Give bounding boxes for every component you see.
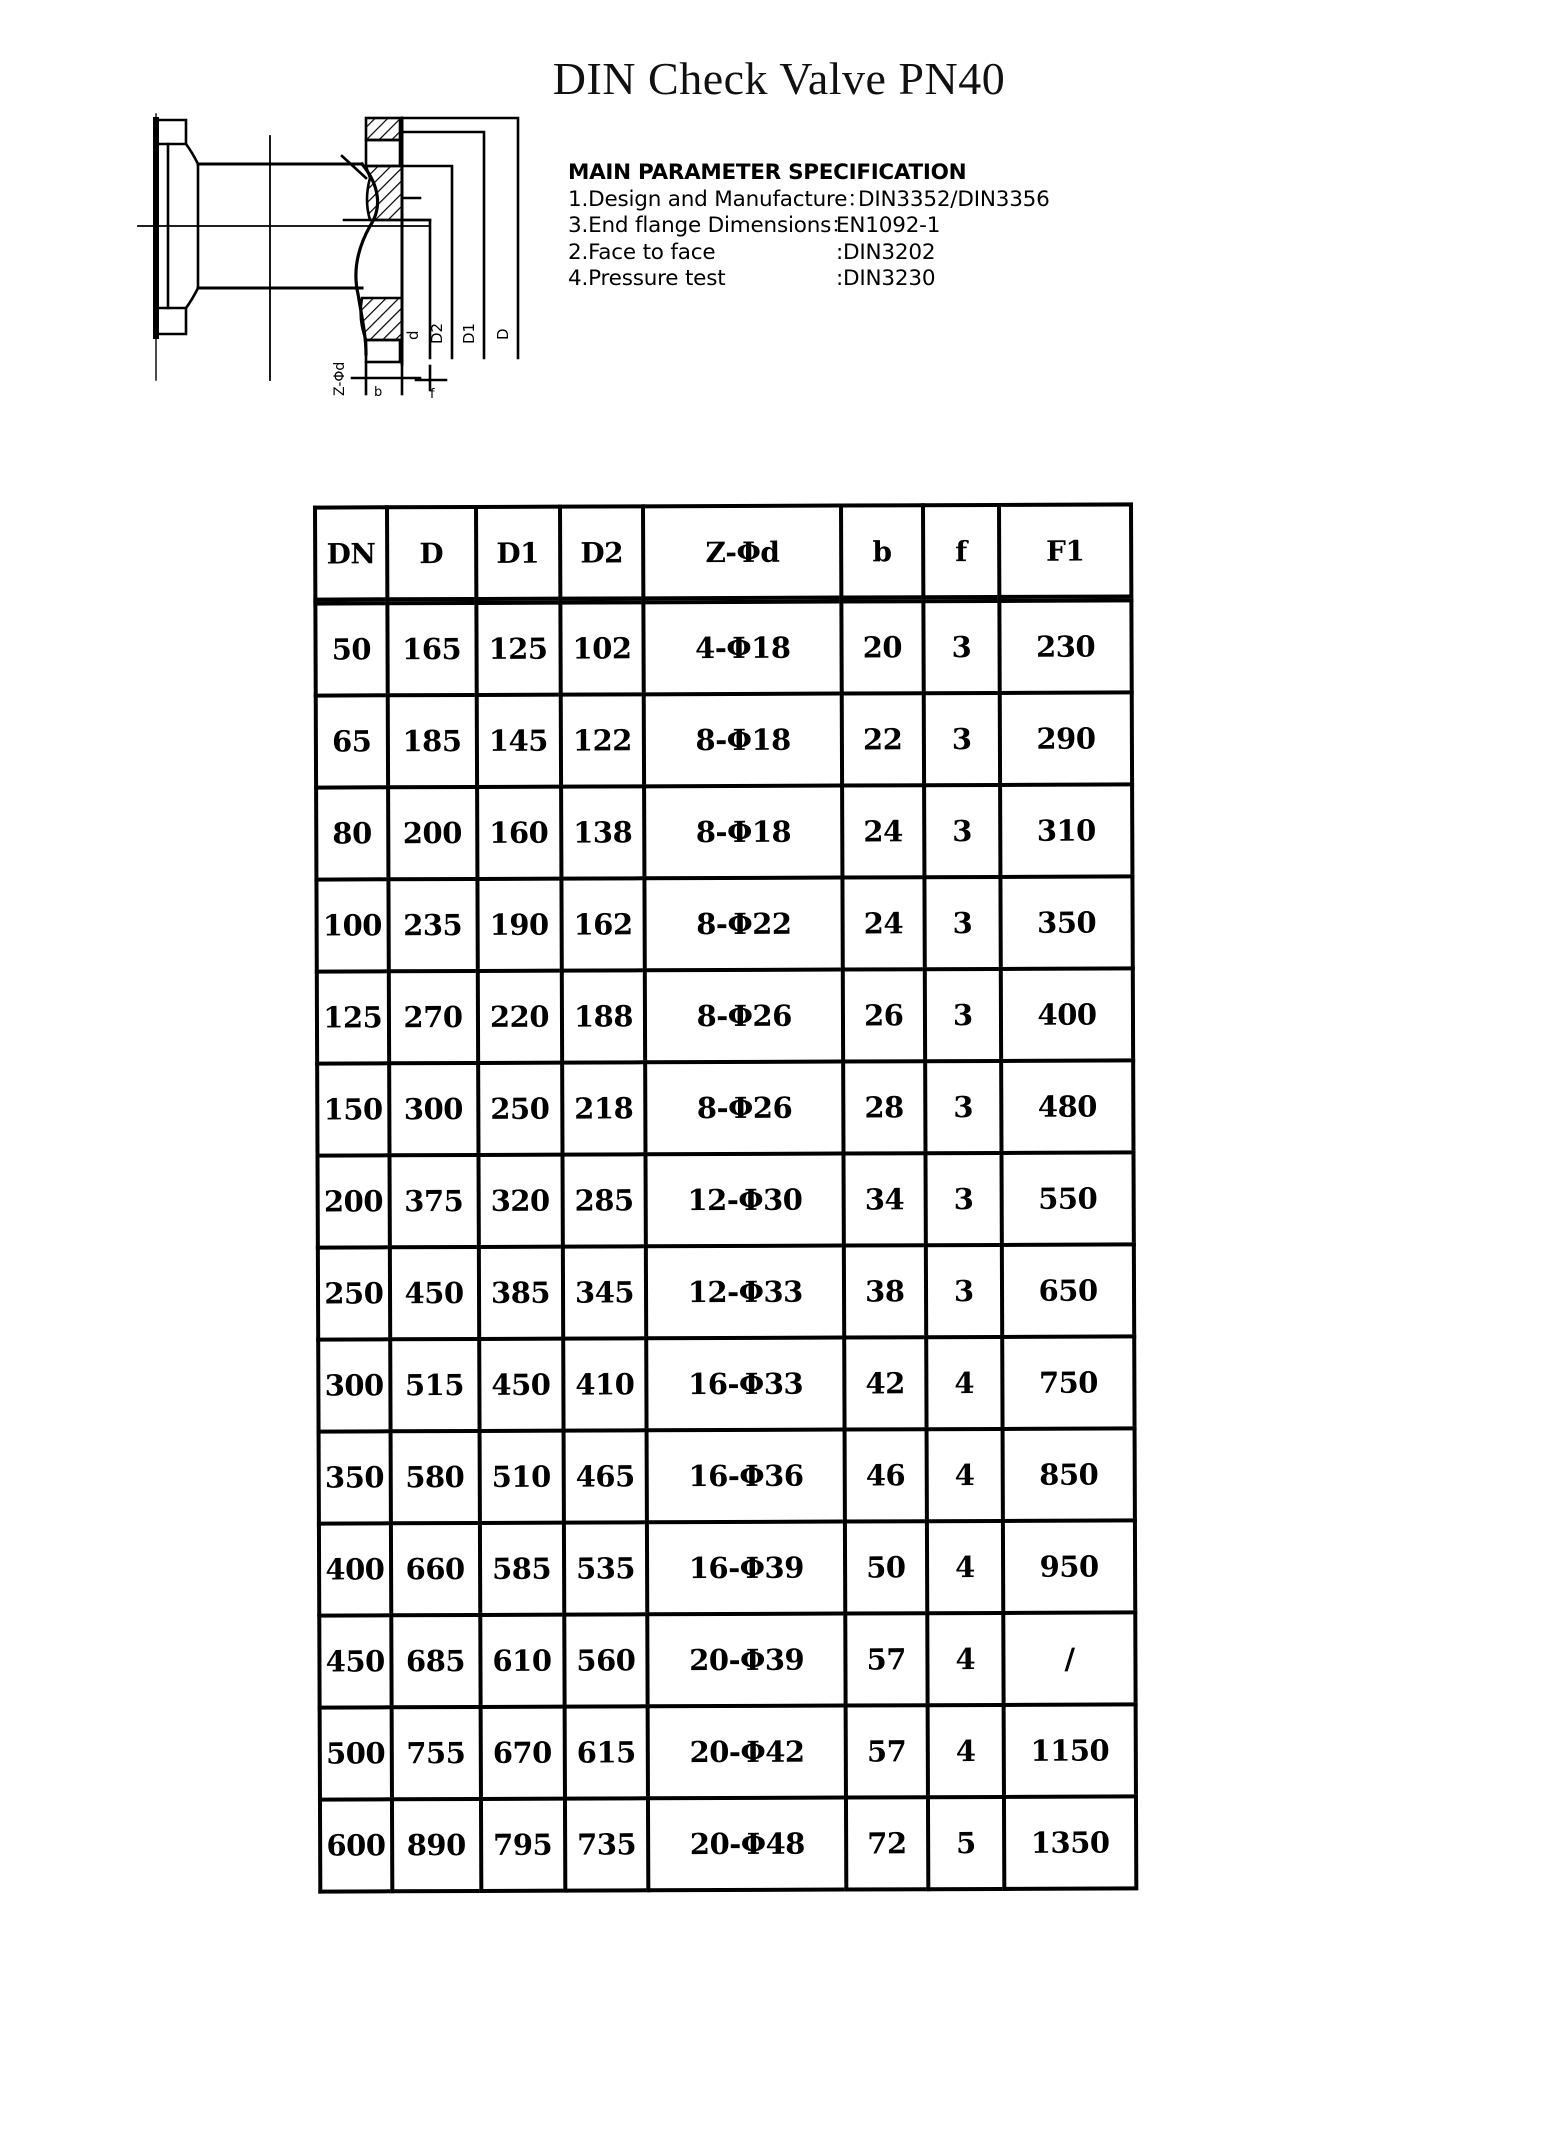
table-row — [314, 782, 1134, 877]
table-cell-d1: 670 — [478, 1705, 562, 1797]
table-row — [314, 874, 1134, 969]
spec-item-design-and-manufacture — [568, 187, 1088, 214]
table-cell-d1: 145 — [474, 693, 558, 785]
dim-label-d2: D2 — [428, 322, 446, 344]
table-cell-d1: 320 — [476, 1153, 560, 1245]
table-row — [315, 1058, 1135, 1153]
table-cell-d1: 450 — [477, 1337, 561, 1429]
table-cell-b: 28 — [841, 1059, 923, 1151]
table-row — [318, 1794, 1138, 1893]
table-row — [317, 1426, 1137, 1521]
dim-label-f: f — [430, 387, 435, 398]
table-cell-dn: 350 — [317, 1429, 389, 1521]
table-cell-b: 34 — [842, 1151, 924, 1243]
table-cell-f1: 230 — [997, 598, 1133, 691]
table-cell-f: 3 — [923, 1151, 1000, 1243]
table-cell-f: 3 — [923, 1059, 1000, 1151]
table-cell-d1: 795 — [478, 1797, 562, 1893]
table-cell-z-d: 4-Φ18 — [642, 600, 840, 693]
table-cell-d2: 410 — [561, 1336, 645, 1428]
table-cell-z-d: 12-Φ30 — [644, 1152, 842, 1245]
table-cell-d: 515 — [388, 1337, 477, 1429]
dim-label-b: b — [374, 385, 383, 398]
table-cell-dn: 600 — [318, 1797, 390, 1893]
table-cell-d2: 218 — [560, 1060, 644, 1152]
table-cell-z-d: 8-Φ26 — [644, 1060, 842, 1153]
table-cell-f1: 850 — [1001, 1426, 1137, 1519]
table-cell-dn: 200 — [315, 1153, 387, 1245]
table-cell-d2: 285 — [560, 1152, 644, 1244]
table-cell-d1: 190 — [475, 877, 559, 969]
table-cell-b: 50 — [843, 1519, 925, 1611]
table-header-cell-dn: DN — [313, 505, 385, 601]
table-header-cell-d2: D2 — [558, 504, 642, 600]
table-header-cell-f: f — [921, 503, 998, 599]
table-cell-d1: 385 — [476, 1245, 560, 1337]
table-cell-d1: 220 — [475, 969, 559, 1061]
table-cell-d: 450 — [387, 1245, 476, 1337]
dim-label-d1: D1 — [460, 322, 478, 344]
spec-item-end-flange-dimensions — [568, 213, 1088, 240]
main-parameter-specification — [568, 160, 1088, 293]
table-cell-f: 3 — [921, 691, 998, 783]
table-cell-f: 4 — [924, 1519, 1001, 1611]
table-cell-z-d: 16-Φ39 — [645, 1520, 843, 1613]
spec-item-value: :DIN3202 — [836, 239, 936, 265]
dim-label-zphid: Z-Φd — [332, 361, 348, 396]
table-cell-z-d: 20-Φ39 — [646, 1612, 844, 1705]
table-cell-d: 685 — [389, 1613, 478, 1705]
table-cell-f1: 1350 — [1002, 1794, 1138, 1891]
table-cell-f1: 750 — [1000, 1334, 1136, 1427]
dim-label-D: D — [494, 328, 512, 340]
table-cell-dn: 300 — [316, 1337, 388, 1429]
table-row — [318, 1702, 1138, 1797]
table-header-cell-d: D — [385, 505, 474, 601]
dim-label-d: d — [404, 330, 422, 340]
table-row — [315, 966, 1135, 1061]
spec-item-value: EN1092-1 — [836, 213, 941, 238]
table-header-cell-z-d: Z-Φd — [641, 504, 839, 601]
table-cell-f1: 350 — [999, 874, 1135, 967]
table-cell-d2: 188 — [559, 968, 643, 1060]
table-cell-b: 38 — [842, 1243, 924, 1335]
table-cell-b: 57 — [844, 1703, 926, 1795]
table-cell-z-d: 20-Φ42 — [646, 1704, 844, 1797]
table-header-row — [313, 502, 1133, 601]
table-cell-d: 890 — [390, 1797, 479, 1893]
table-cell-d: 165 — [385, 601, 474, 693]
table-cell-b: 72 — [844, 1795, 926, 1891]
spec-item-face-to-face — [568, 240, 1088, 267]
table-cell-dn: 150 — [315, 1061, 387, 1153]
table-cell-dn: 50 — [313, 601, 385, 693]
table-cell-d2: 162 — [559, 876, 643, 968]
spec-heading: MAIN PARAMETER SPECIFICATION — [568, 160, 967, 185]
spec-item-value: :DIN3230 — [836, 266, 936, 291]
spec-item-label: 4.Pressure test — [568, 266, 726, 291]
table-cell-z-d: 8-Φ18 — [643, 784, 841, 877]
table-cell-z-d: 8-Φ26 — [643, 968, 841, 1061]
table-cell-d: 580 — [388, 1429, 477, 1521]
table-cell-dn: 500 — [318, 1705, 390, 1797]
table-cell-d: 270 — [386, 969, 475, 1061]
spec-item-label: 2.Face to face — [568, 239, 716, 265]
table-cell-d2: 465 — [561, 1428, 645, 1520]
table-cell-b: 24 — [840, 875, 922, 967]
spec-item-label: 3.End flange Dimensions： — [568, 213, 853, 238]
table-cell-b: 22 — [840, 691, 922, 783]
table-cell-f1: 950 — [1001, 1518, 1137, 1611]
table-cell-dn: 450 — [317, 1613, 389, 1705]
table-cell-f: 4 — [925, 1703, 1002, 1795]
table-cell-f: 3 — [922, 875, 999, 967]
table-header-cell-f1: F1 — [997, 502, 1133, 599]
table-cell-d1: 610 — [478, 1613, 562, 1705]
table-cell-dn: 65 — [314, 693, 386, 785]
table-cell-d2: 535 — [561, 1520, 645, 1612]
spec-item-value: DIN3352/DIN3356 — [858, 186, 1050, 212]
table-cell-f1: 480 — [999, 1058, 1135, 1151]
table-cell-dn: 80 — [314, 785, 386, 877]
table-cell-d2: 122 — [558, 692, 642, 784]
table-row — [316, 1334, 1136, 1429]
table-cell-f: 3 — [922, 967, 999, 1059]
table-cell-f: 3 — [922, 783, 999, 875]
table-cell-f: 5 — [926, 1795, 1003, 1891]
spec-item-label: 1.Design and Manufacture： — [568, 186, 869, 212]
table-row — [315, 1150, 1135, 1245]
table-cell-dn: 100 — [314, 877, 386, 969]
table-cell-b: 20 — [839, 599, 921, 691]
table-cell-z-d: 20-Φ48 — [646, 1796, 844, 1893]
table-cell-f1: 550 — [1000, 1150, 1136, 1243]
table-cell-f1: 650 — [1000, 1242, 1136, 1335]
table-cell-d2: 102 — [558, 600, 642, 692]
table-cell-b: 57 — [843, 1611, 925, 1703]
table-cell-d: 185 — [385, 693, 474, 785]
table-header-cell-d1: D1 — [474, 505, 558, 601]
table-cell-f1: 1150 — [1002, 1702, 1138, 1795]
table-row — [317, 1518, 1137, 1613]
table-cell-f: 4 — [924, 1335, 1001, 1427]
table-cell-b: 24 — [840, 783, 922, 875]
flange-dimension-table-container — [313, 502, 1138, 1893]
table-cell-f: 4 — [924, 1427, 1001, 1519]
table-row — [316, 1242, 1136, 1337]
table-cell-d: 200 — [386, 785, 475, 877]
table-row — [317, 1610, 1137, 1705]
table-row — [314, 690, 1134, 785]
table-cell-d1: 250 — [476, 1061, 560, 1153]
table-header-cell-b: b — [839, 503, 921, 599]
table-cell-f: 4 — [925, 1611, 1002, 1703]
table-cell-f1: 400 — [999, 966, 1135, 1059]
table-cell-z-d: 8-Φ22 — [643, 876, 841, 969]
table-cell-dn: 400 — [317, 1521, 389, 1613]
table-cell-dn: 125 — [315, 969, 387, 1061]
table-cell-d: 660 — [389, 1521, 478, 1613]
table-cell-b: 26 — [841, 967, 923, 1059]
table-cell-d: 235 — [386, 877, 475, 969]
table-row — [313, 598, 1133, 693]
table-cell-d: 375 — [387, 1153, 476, 1245]
table-cell-d: 755 — [389, 1705, 478, 1797]
table-cell-d2: 560 — [562, 1612, 646, 1704]
table-cell-d1: 585 — [477, 1521, 561, 1613]
table-cell-f1: / — [1001, 1610, 1137, 1703]
table-cell-dn: 250 — [316, 1245, 388, 1337]
table-cell-z-d: 12-Φ33 — [644, 1244, 842, 1337]
table-cell-d1: 510 — [477, 1429, 561, 1521]
spec-item-pressure-test — [568, 266, 1088, 293]
table-cell-z-d: 8-Φ18 — [642, 692, 840, 785]
table-cell-d: 300 — [387, 1061, 476, 1153]
table-cell-b: 46 — [843, 1427, 925, 1519]
table-cell-b: 42 — [842, 1335, 924, 1427]
table-cell-z-d: 16-Φ36 — [645, 1428, 843, 1521]
table-cell-d1: 125 — [474, 601, 558, 693]
table-cell-z-d: 16-Φ33 — [645, 1336, 843, 1429]
table-cell-f: 3 — [923, 1243, 1000, 1335]
page-title: DIN Check Valve PN40 — [552, 53, 1006, 104]
table-cell-f1: 290 — [998, 690, 1134, 783]
table-cell-d2: 138 — [559, 784, 643, 876]
table-cell-f: 3 — [921, 599, 998, 691]
table-cell-f1: 310 — [998, 782, 1134, 875]
table-cell-d1: 160 — [475, 785, 559, 877]
flange-dimension-table — [313, 502, 1138, 1893]
table-cell-d2: 615 — [562, 1704, 646, 1796]
table-cell-d2: 735 — [562, 1796, 646, 1892]
table-cell-d2: 345 — [560, 1244, 644, 1336]
